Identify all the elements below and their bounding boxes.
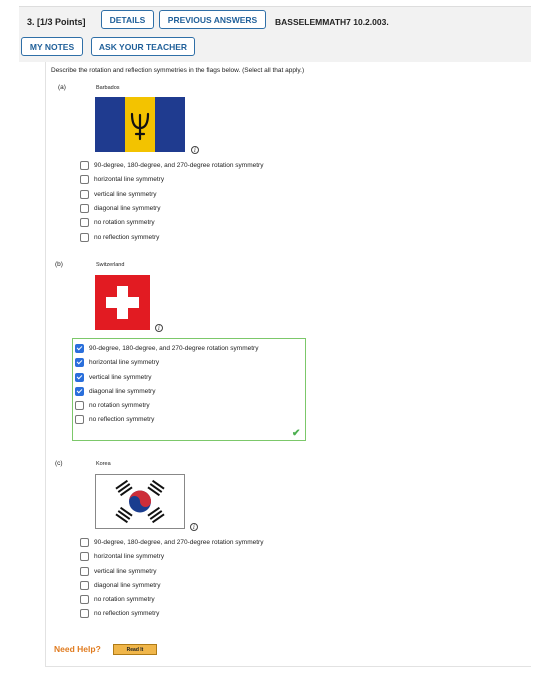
option-label: 90-degree, 180-degree, and 270-degree rotation symmetry xyxy=(89,344,259,352)
checkbox-checked[interactable] xyxy=(75,387,84,396)
ask-teacher-button[interactable]: ASK YOUR TEACHER xyxy=(91,37,195,56)
part-a-option-1[interactable] xyxy=(80,160,263,170)
option-label: horizontal line symmetry xyxy=(89,358,160,366)
part-c-option-3[interactable] xyxy=(80,566,156,576)
part-b-option-1[interactable] xyxy=(75,343,258,353)
part-b-option-5[interactable] xyxy=(75,400,150,410)
part-a-option-6[interactable] xyxy=(80,232,159,242)
checkbox-checked[interactable] xyxy=(75,344,84,353)
part-b-flag-name: Switzerland xyxy=(96,262,125,268)
option-label: no reflection symmetry xyxy=(89,415,155,423)
part-c-option-4[interactable] xyxy=(80,580,160,590)
checkbox[interactable] xyxy=(80,609,89,618)
checkmark-icon: ✔ xyxy=(292,428,301,439)
part-c-option-6[interactable] xyxy=(80,608,159,618)
checkbox[interactable] xyxy=(80,538,89,547)
checkbox-checked[interactable] xyxy=(75,373,84,382)
checkbox[interactable] xyxy=(80,233,89,242)
checkbox[interactable] xyxy=(80,204,89,213)
switzerland-flag xyxy=(95,275,150,330)
part-c-flag-name: Korea xyxy=(96,461,111,467)
option-label: horizontal line symmetry xyxy=(94,175,165,183)
problem-code: BASSELEMMATH7 10.2.003. xyxy=(275,17,389,27)
checkbox[interactable] xyxy=(75,415,84,424)
option-label: diagonal line symmetry xyxy=(94,581,161,589)
part-c-option-2[interactable] xyxy=(80,551,164,561)
question-header xyxy=(19,6,531,62)
option-label: diagonal line symmetry xyxy=(89,387,156,395)
part-b-option-2[interactable] xyxy=(75,357,159,367)
part-a-option-3[interactable] xyxy=(80,189,156,199)
checkbox[interactable] xyxy=(80,218,89,227)
part-a-flag-name: Barbados xyxy=(96,85,120,91)
part-b-option-3[interactable] xyxy=(75,372,151,382)
part-c-option-1[interactable] xyxy=(80,537,263,547)
info-icon[interactable]: i xyxy=(155,324,163,332)
option-label: vertical line symmetry xyxy=(94,567,157,575)
option-label: no reflection symmetry xyxy=(94,609,160,617)
read-it-button[interactable]: Read It xyxy=(113,644,157,655)
option-label: no reflection symmetry xyxy=(94,233,160,241)
checkbox-checked[interactable] xyxy=(75,358,84,367)
option-label: 90-degree, 180-degree, and 270-degree rotation symmetry xyxy=(94,538,264,546)
option-label: 90-degree, 180-degree, and 270-degree rotation symmetry xyxy=(94,161,264,169)
korea-flag xyxy=(95,474,185,529)
checkbox[interactable] xyxy=(80,581,89,590)
part-b-label: (b) xyxy=(55,261,63,268)
need-help-label: Need Help? xyxy=(54,644,101,654)
details-button[interactable]: DETAILS xyxy=(101,10,154,29)
part-a-option-5[interactable] xyxy=(80,217,155,227)
option-label: horizontal line symmetry xyxy=(94,552,165,560)
option-label: no rotation symmetry xyxy=(94,595,155,603)
part-b-option-6[interactable] xyxy=(75,414,154,424)
checkbox[interactable] xyxy=(80,552,89,561)
question-prompt: Describe the rotation and reflection symmetries in the flags below. (Select all that apply.) xyxy=(51,67,305,74)
part-b-option-4[interactable] xyxy=(75,386,155,396)
question-points xyxy=(27,17,86,27)
option-label: vertical line symmetry xyxy=(94,190,157,198)
info-icon[interactable]: i xyxy=(191,146,199,154)
checkbox[interactable] xyxy=(80,161,89,170)
checkbox[interactable] xyxy=(80,175,89,184)
option-label: vertical line symmetry xyxy=(89,373,152,381)
previous-answers-button[interactable]: PREVIOUS ANSWERS xyxy=(159,10,266,29)
option-label: diagonal line symmetry xyxy=(94,204,161,212)
option-label: no rotation symmetry xyxy=(94,218,155,226)
part-a-option-2[interactable] xyxy=(80,174,164,184)
question-number: 3. xyxy=(27,17,35,27)
checkbox[interactable] xyxy=(80,595,89,604)
part-c-label: (c) xyxy=(55,460,63,467)
points-label: [1/3 Points] xyxy=(37,17,86,27)
info-icon[interactable]: i xyxy=(190,523,198,531)
checkbox[interactable] xyxy=(75,401,84,410)
my-notes-button[interactable]: MY NOTES xyxy=(21,37,83,56)
checkbox[interactable] xyxy=(80,190,89,199)
part-a-label: (a) xyxy=(58,84,66,91)
part-a-option-4[interactable] xyxy=(80,203,160,213)
barbados-flag xyxy=(95,97,185,152)
part-c-option-5[interactable] xyxy=(80,594,155,604)
option-label: no rotation symmetry xyxy=(89,401,150,409)
checkbox[interactable] xyxy=(80,567,89,576)
